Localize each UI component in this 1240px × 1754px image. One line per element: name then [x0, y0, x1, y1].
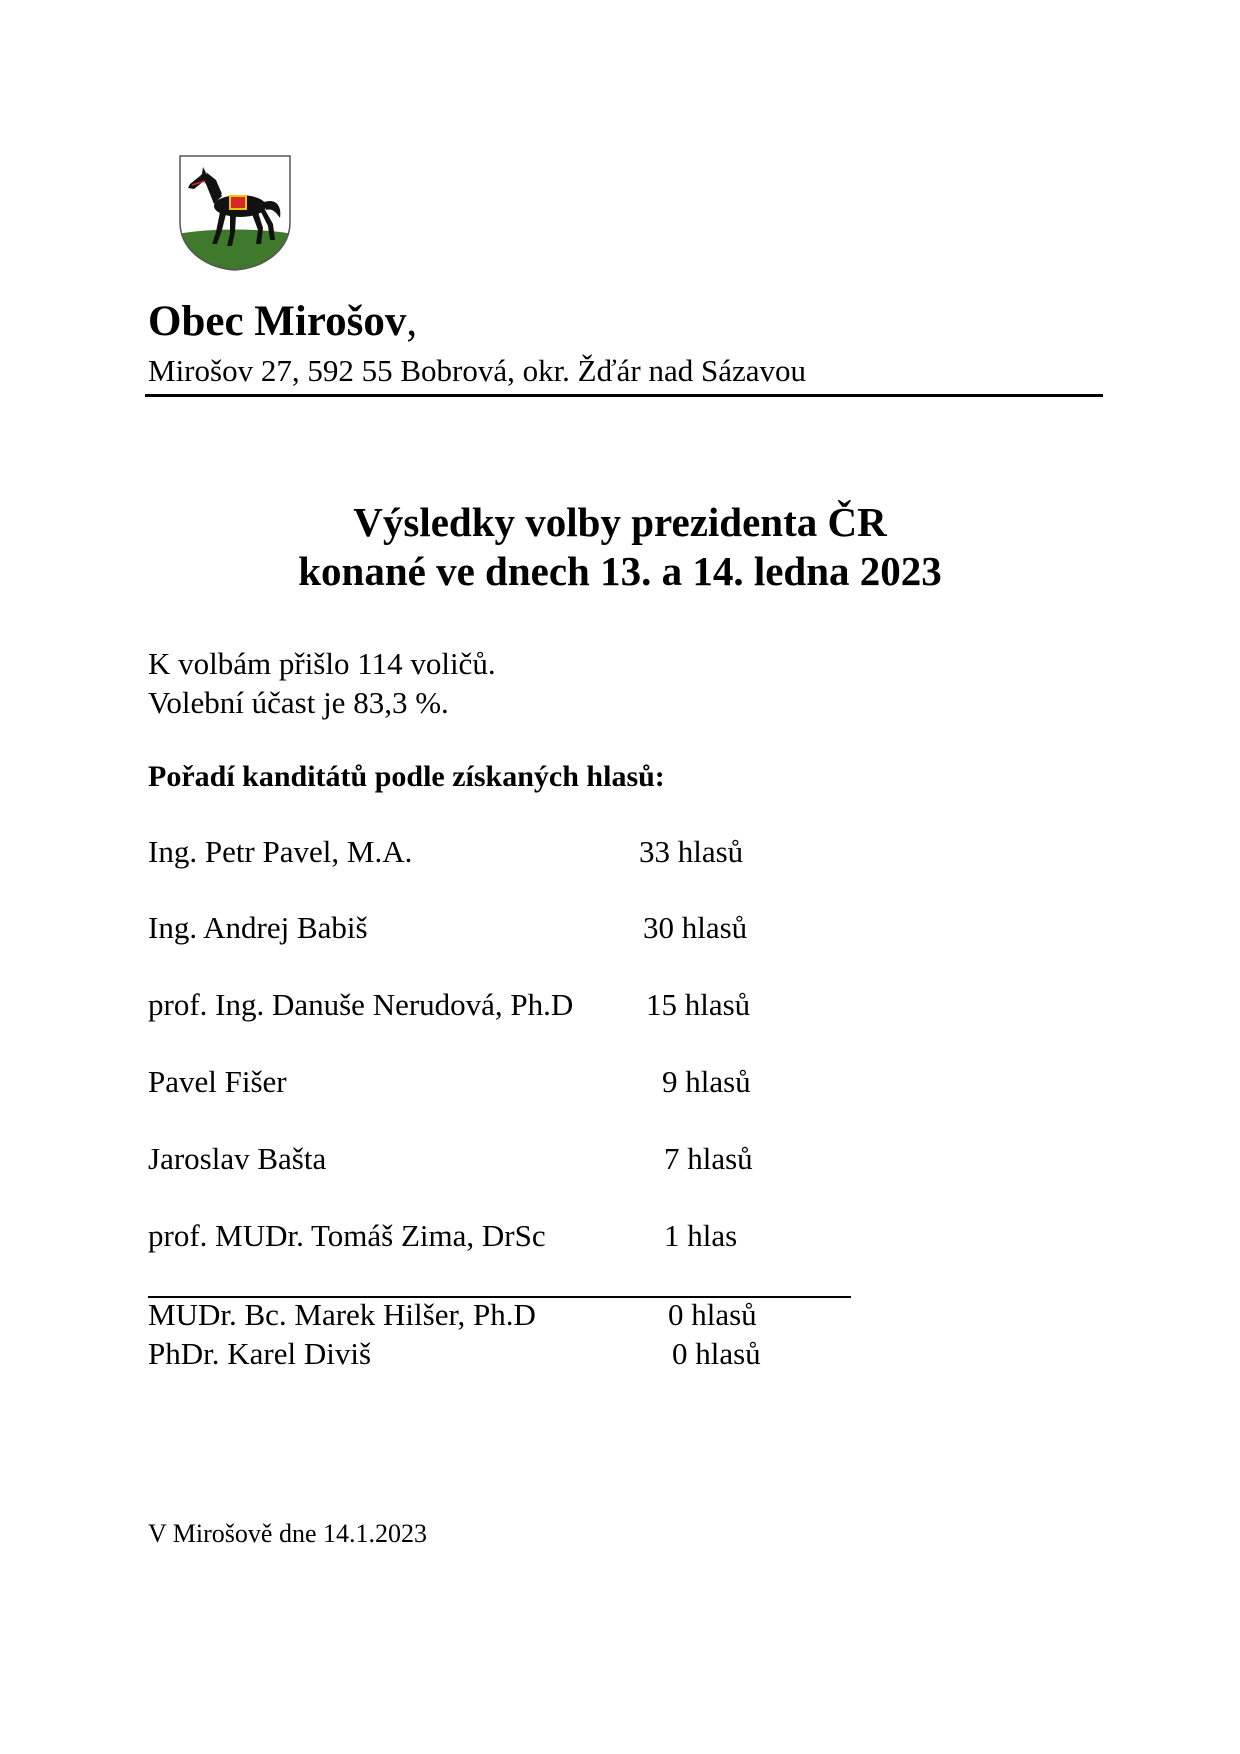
municipality-name [148, 300, 417, 343]
document-title-line-1: Výsledky volby prezidenta ČR [353, 499, 887, 545]
candidate-votes: 33 hlasů [639, 834, 744, 869]
candidate-votes: 9 hlasů [662, 1064, 751, 1099]
candidate-votes: 7 hlasů [664, 1141, 753, 1176]
candidate-votes: 0 hlasů [668, 1297, 757, 1332]
municipality-name-text: Obec Mirošov [148, 298, 407, 345]
place-and-date: V Mirošově dne 14.1.2023 [148, 1519, 428, 1548]
candidate-name: PhDr. Karel Diviš [148, 1336, 372, 1371]
candidate-votes: 30 hlasů [643, 910, 748, 945]
ranking-heading: Pořadí kanditátů podle získaných hlasů: [148, 760, 665, 793]
coat-of-arms-icon [178, 154, 292, 272]
document-title-line-2: konané ve dnech 13. a 14. ledna 2023 [298, 548, 942, 594]
turnout-percent-text: Volební účast je 83,3 %. [148, 685, 449, 720]
header-divider [145, 394, 1103, 397]
candidate-name: Pavel Fišer [148, 1064, 287, 1099]
municipality-name-comma: , [406, 298, 418, 345]
candidate-votes: 15 hlasů [646, 987, 751, 1022]
municipality-address: Mirošov 27, 592 55 Bobrová, okr. Žďár nad Sázavou [148, 353, 807, 388]
candidate-name: Ing. Petr Pavel, M.A. [148, 834, 413, 869]
candidate-votes: 1 hlas [664, 1218, 738, 1253]
candidate-name: prof. Ing. Danuše Nerudová, Ph.D [148, 987, 574, 1022]
candidate-name: MUDr. Bc. Marek Hilšer, Ph.D [148, 1297, 536, 1332]
candidate-name: Ing. Andrej Babiš [148, 910, 368, 945]
candidate-votes: 0 hlasů [672, 1336, 761, 1371]
candidate-name: prof. MUDr. Tomáš Zima, DrSc [148, 1218, 546, 1253]
turnout-voters-text: K volbám přišlo 114 voličů. [148, 646, 496, 681]
candidate-name: Jaroslav Bašta [148, 1141, 327, 1176]
